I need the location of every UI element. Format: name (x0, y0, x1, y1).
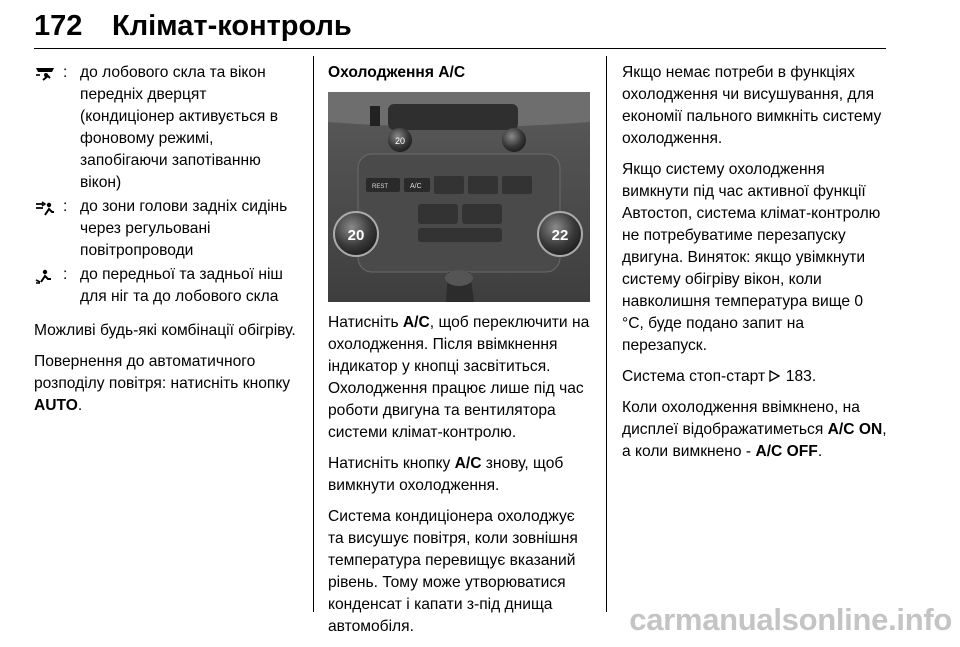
ac-on-display-ref: A/C ON (827, 421, 883, 438)
right-temp-label: 22 (551, 227, 569, 244)
ac-button-ref: A/C (402, 314, 430, 331)
paragraph-text: . (811, 368, 817, 385)
column-3 (622, 62, 888, 472)
paragraph (328, 453, 592, 497)
section-heading: Охолодження A/C (328, 64, 466, 81)
column-divider (313, 56, 314, 612)
ac-off-display-ref: A/C OFF (755, 443, 818, 460)
page-reference-link[interactable]: 183 (785, 368, 812, 385)
paragraph (622, 397, 888, 463)
colon: : (63, 198, 68, 215)
watermark: carmanualsonline.info (629, 602, 952, 637)
list-item (34, 62, 298, 194)
climate-control-panel-photo (328, 92, 590, 302)
paragraph (34, 351, 298, 417)
colon: : (63, 64, 68, 81)
paragraph-text: Коли охолодження ввімкнено, на дисплеї відображатиметься (622, 399, 860, 438)
paragraph-text: . (77, 397, 83, 414)
paragraph-text: Натисніть кнопку (328, 455, 455, 472)
page-number: 172 (34, 10, 83, 42)
paragraph (328, 312, 592, 444)
list-item (34, 264, 298, 308)
top-temp-label: 20 (394, 136, 406, 146)
paragraph (622, 366, 888, 388)
footwell-windshield-airflow-icon (34, 268, 56, 284)
paragraph: Можливі будь-які комбінації обігріву. (34, 322, 296, 339)
list-item-text: до лобового скла та вікон передніх дверцят (кондиціонер активується в фоновому режимі, запобігаючи запотіванню вікон) (80, 64, 278, 191)
paragraph-text: . (817, 443, 823, 460)
column-1 (34, 62, 298, 426)
page-reference-arrow-icon (769, 370, 781, 382)
left-temp-label: 20 (347, 227, 365, 244)
column-2 (328, 62, 592, 647)
head-airflow-icon (34, 200, 56, 216)
page-header (34, 4, 886, 49)
paragraph-text: Натисніть (328, 314, 403, 331)
page-title: Клімат-контроль (112, 10, 352, 42)
ac-label: A/C (410, 183, 422, 190)
list-item (34, 196, 298, 262)
list-item-text: до передньої та задньої ніш для ніг та до лобового скла (80, 266, 283, 305)
rest-label: REST (372, 184, 389, 190)
windshield-door-airflow-icon (34, 66, 56, 82)
paragraph-text: знову, щоб вимкнути охолодження. (328, 455, 564, 494)
ac-button-ref: A/C (454, 455, 482, 472)
column-divider (606, 56, 607, 612)
list-item-text: до зони голови задніх сидінь через регульовані повітропроводи (80, 198, 288, 259)
paragraph: Якщо немає потреби в функціях охолодження чи висушування, для економії пального вимкніть систему охолодження. (622, 64, 882, 147)
paragraph-text: , а коли вимкнено - (622, 421, 887, 460)
paragraph: Система кондиціонера охолоджує та висушує повітря, коли зовнішня температура перевищує вказаний рівень. Тому може утворюватися конденсат і капати з-під днища автомобіля. (328, 508, 578, 635)
paragraph: Якщо систему охолодження вимкнути під час активної функції Автостоп, система клімат-контролю не потребуватиме перезапуску двигуна. Виняток: якщо увімкнути систему обігріву вікон, коли навколишня температура вище 0 °C, буде подано запит на перезапуск. (622, 161, 881, 354)
paragraph-text: Повернення до автоматичного розподілу повітря: натисніть кнопку (34, 353, 291, 392)
auto-button-ref: AUTO (34, 397, 78, 414)
colon: : (63, 266, 68, 283)
paragraph-text: Система стоп-старт (622, 368, 770, 385)
paragraph-text: , щоб переключити на охолодження. Після ввімкнення індикатор у кнопці засвітиться. Охолодження працює лише під час роботи двигуна та вентилятора системи клімат-контролю. (328, 314, 590, 441)
